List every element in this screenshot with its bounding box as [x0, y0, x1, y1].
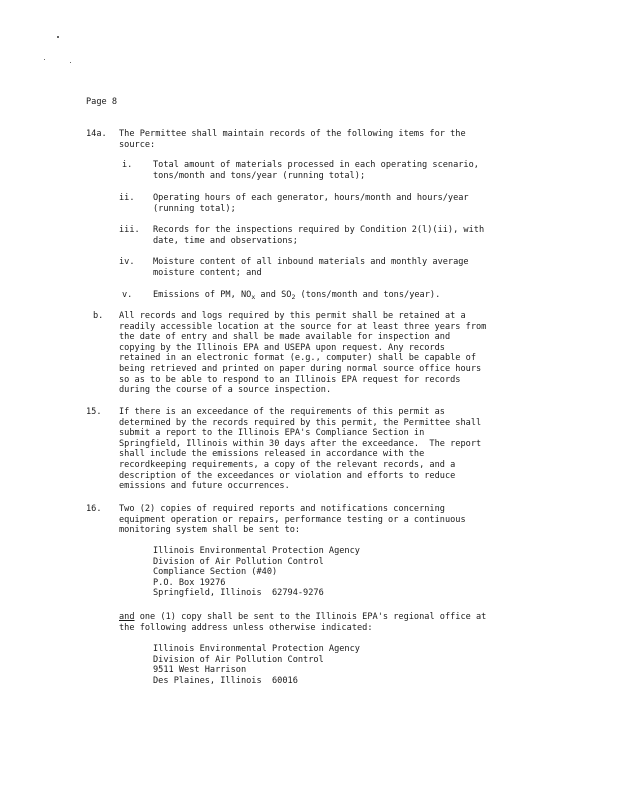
text-line: monitoring system shall be sent to:	[119, 525, 301, 536]
item-iv-text	[153, 257, 469, 278]
text-line: retained in an electronic format (e.g., computer) shall be capable of	[119, 353, 476, 364]
item-ii-text	[153, 193, 469, 214]
address-line: Illinois Environmental Protection Agency	[153, 644, 360, 654]
text-line: equipment operation or repairs, performance testing or a continuous	[119, 514, 466, 525]
para-16-regional-text	[119, 612, 486, 633]
text-line: recordkeeping requirements, a copy of the relevant records, and a	[119, 459, 456, 470]
text-line: All records and logs required by this permit shall be retained at a	[119, 311, 466, 321]
text-line: submit a report to the Illinois EPA's Compliance Section in	[119, 428, 425, 439]
text-line: date, time and observations;	[153, 235, 298, 246]
address-line: Compliance Section (#40)	[153, 567, 278, 578]
text-line: Operating hours of each generator, hours/month and hours/year	[153, 193, 469, 203]
item-i-number: i.	[122, 160, 133, 170]
text-line: being retrieved and printed on paper during normal source office hours	[119, 363, 482, 374]
address-line: 9511 West Harrison	[153, 665, 247, 676]
scan-speck	[57, 36, 59, 38]
page-header: Page 8	[86, 97, 118, 107]
address-line: Division of Air Pollution Control	[153, 654, 324, 665]
text-line: shall include the emissions released in accordance with the	[119, 449, 425, 460]
text-line	[119, 612, 486, 623]
text-line: tons/month and tons/year (running total);	[153, 170, 366, 181]
text-line: Records for the inspections required by Condition 2(l)(ii), with	[153, 225, 485, 235]
underlined-and: and	[119, 612, 135, 622]
item-v-text	[153, 290, 440, 301]
item-iii-number: iii.	[119, 225, 140, 235]
text-line: If there is an exceedance of the requirements of this permit as	[119, 407, 445, 417]
scan-speck	[70, 62, 71, 63]
para-14a-intro	[119, 129, 466, 150]
text-line: the date of entry and shall be made available for inspection and	[119, 332, 451, 343]
address-regional-office	[153, 644, 360, 686]
text-line: Total amount of materials processed in each operating scenario,	[153, 160, 479, 170]
item-iv-number: iv.	[119, 257, 135, 267]
item-i-text	[153, 160, 479, 181]
text-run: Emissions of PM, NO	[153, 290, 252, 300]
text-run: one (1) copy shall be sent to the Illinois EPA's regional office at	[134, 612, 487, 622]
text-line: so as to be able to respond to an Illinois EPA request for records	[119, 374, 461, 385]
text-line: description of the exceedances or violation and efforts to reduce	[119, 470, 456, 481]
para-16-number: 16.	[86, 504, 102, 514]
para-14b-number: b.	[93, 311, 104, 321]
address-line: Des Plaines, Illinois 60016	[153, 675, 298, 686]
item-v-number: v.	[122, 290, 133, 300]
text-line: readily accessible location at the source for at least three years from	[119, 321, 487, 332]
address-line: P.O. Box 19276	[153, 577, 226, 588]
text-run: (tons/month and tons/year).	[295, 290, 441, 300]
text-line: Springfield, Illinois within 30 days after the exceedance. The report	[119, 438, 482, 449]
text-run: and SO	[255, 290, 292, 300]
para-14a-number: 14a.	[86, 129, 107, 139]
address-line: Illinois Environmental Protection Agency	[153, 546, 360, 556]
address-line: Division of Air Pollution Control	[153, 556, 324, 567]
item-ii-number: ii.	[119, 193, 135, 203]
text-line: the following address unless otherwise indicated:	[119, 622, 373, 633]
address-line: Springfield, Illinois 62794-9276	[153, 588, 324, 599]
para-15-number: 15.	[86, 407, 102, 417]
scan-speck	[44, 59, 45, 60]
subscript: x	[251, 293, 256, 301]
text-line: moisture content; and	[153, 267, 262, 278]
text-line: Moisture content of all inbound materials and monthly average	[153, 257, 469, 267]
para-14b-text	[119, 311, 486, 396]
text-line: during the course of a source inspection.	[119, 385, 332, 396]
text-line: (running total);	[153, 203, 236, 214]
item-iii-text	[153, 225, 484, 246]
para-15-text	[119, 407, 481, 492]
text-line: copying by the Illinois EPA and USEPA upon request. Any records	[119, 342, 445, 353]
para-16-text	[119, 504, 466, 536]
address-compliance-section	[153, 546, 360, 599]
subscript: 2	[291, 293, 296, 301]
text-line: source:	[119, 139, 156, 150]
text-line: Two (2) copies of required reports and notifications concerning	[119, 504, 445, 514]
text-line: emissions and future occurrences.	[119, 481, 290, 492]
text-line: determined by the records required by this permit, the Permittee shall	[119, 417, 482, 428]
text-line: The Permittee shall maintain records of the following items for the	[119, 129, 466, 139]
